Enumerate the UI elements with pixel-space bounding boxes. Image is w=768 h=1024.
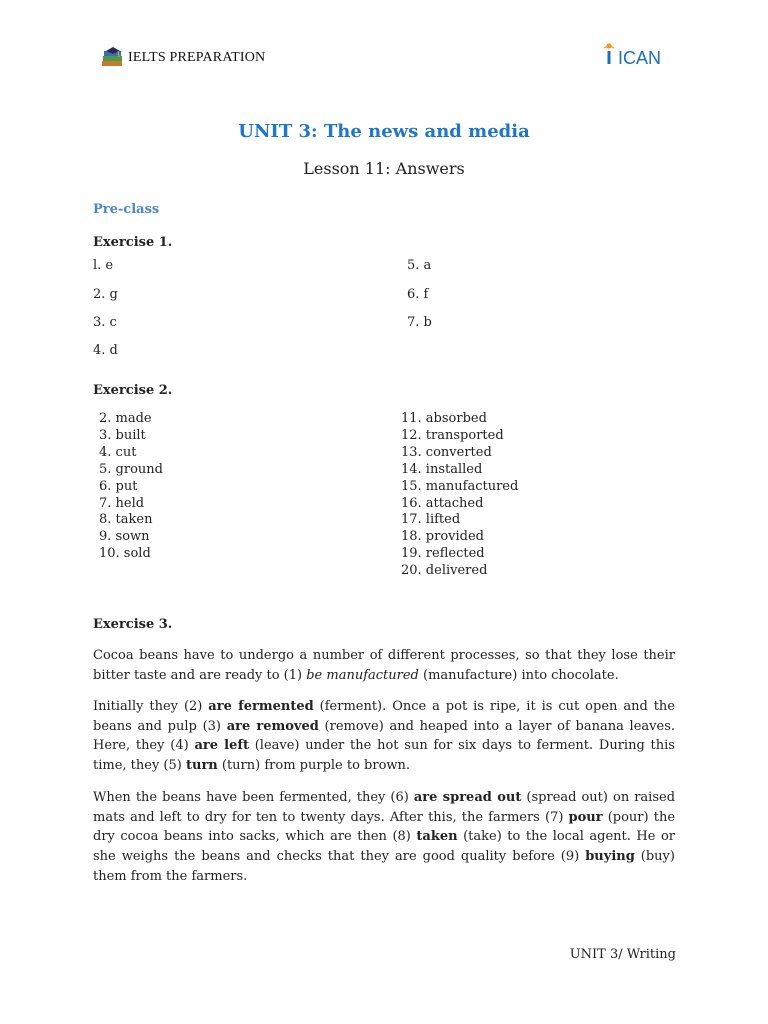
exercise2-answer: 18. provided [401, 529, 485, 545]
exercise2-left-column [99, 411, 163, 563]
ican-logo-icon [602, 42, 678, 68]
unit-title: UNIT 3: The news and media [238, 121, 530, 142]
exercise2-answer: 20. delivered [401, 563, 488, 579]
exercise1-answer: 3. c [93, 315, 117, 330]
exercise1-answer: 6. f [407, 287, 429, 302]
exercise2-answer: 6. put [99, 478, 138, 494]
exercise2-answer: 4. cut [99, 444, 137, 460]
exercise2-answer: 14. installed [401, 461, 483, 477]
exercise2-right-column [401, 411, 518, 580]
exercise3-paragraph-3: When the beans have been fermented, they (6) are spread out (spread out) on raised mats and left to dry for ten to twenty days. After this, the farmers (7) pour (pour) the dry cocoa beans into sacks, which are then (8) taken (take) to the local agent. He or she weighs the beans and checks that they are good quality before (9) buying (buy) them from the farmers. [93, 790, 676, 884]
exercise2-answer: 19. reflected [401, 546, 485, 562]
exercise3-paragraph-1: Cocoa beans have to undergo a number of different processes, so that they lose their bitter taste and are ready to (1) be manufactured (manufacture) into chocolate. [93, 648, 675, 683]
exercise1-title: Exercise 1. [93, 235, 173, 250]
exercise2-answer: 17. lifted [401, 512, 461, 528]
exercise2-answer: 7. held [99, 495, 145, 511]
exercise2-answer: 13. converted [401, 444, 492, 460]
ican-logo-text: ICAN [618, 48, 662, 68]
exercise2-answer: 12. transported [401, 427, 504, 443]
exercise2-answer: 9. sown [99, 529, 150, 545]
header-left [100, 46, 265, 70]
exercise1-answer: l. e [93, 258, 114, 273]
exercise2-answer: 10. sold [99, 546, 151, 562]
exercise3-paragraph-2: Initially they (2) are fermented (ferment). Once a pot is ripe, it is cut open and the beans and pulp (3) are removed (remove) and heaped into a layer of banana leaves. Here, they (4) are left (leave) under the hot sun for six days to ferment. During this time, they (5) turn (turn) from purple to brown. [93, 699, 675, 774]
books-logo-icon [100, 46, 126, 70]
exercise2-answer: 5. ground [99, 461, 163, 477]
section-label-preclass: Pre-class [93, 202, 160, 217]
exercise2-answer: 16. attached [401, 495, 484, 511]
exercise1-answer: 7. b [407, 315, 432, 330]
exercise2-answer: 2. made [99, 411, 152, 426]
header-title: IELTS PREPARATION [128, 50, 266, 65]
exercise1-answer: 5. a [407, 258, 432, 273]
exercise1-answer: 4. d [93, 343, 118, 358]
exercise2-title: Exercise 2. [93, 383, 173, 398]
exercise2-answer: 8. taken [99, 512, 153, 528]
page-footer: UNIT 3/ Writing [569, 947, 676, 962]
exercise2-answer: 11. absorbed [401, 411, 487, 426]
exercise1-answer: 2. g [93, 287, 118, 302]
lesson-title: Lesson 11: Answers [303, 159, 465, 178]
exercise2-answer: 3. built [99, 427, 146, 443]
exercise2-answer: 15. manufactured [401, 478, 519, 494]
exercise3-title: Exercise 3. [93, 617, 173, 632]
